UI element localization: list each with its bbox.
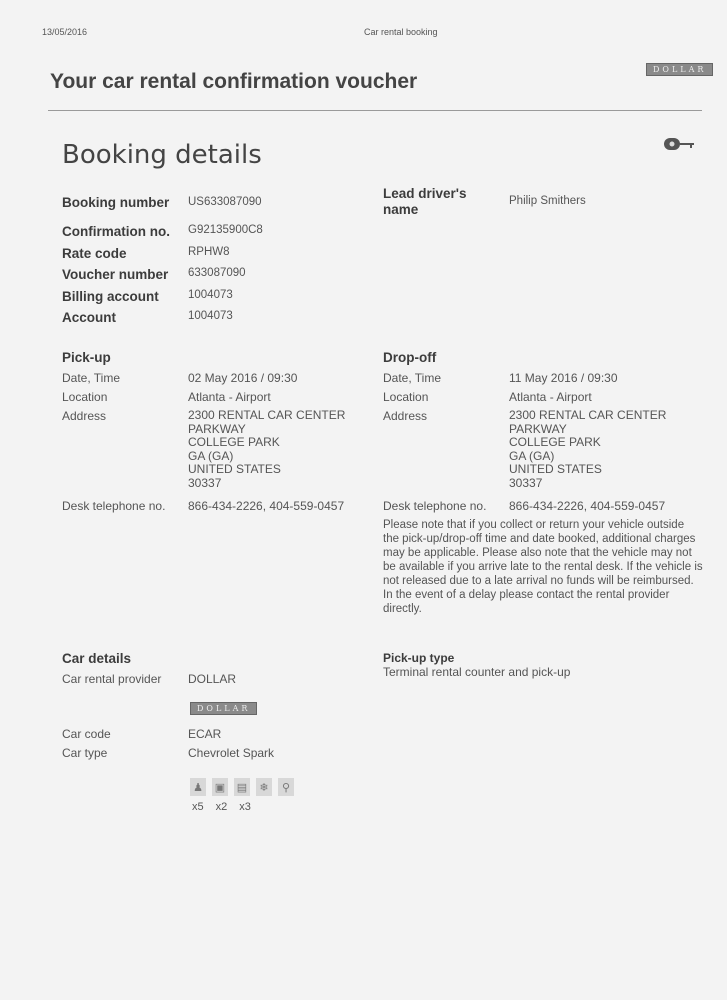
print-page-title: Car rental booking [364,27,438,37]
booking-number-label: Booking number [62,195,170,210]
luggage-count: x2 [215,801,228,813]
dropoff-address [509,409,666,490]
voucher-number-value: 633087090 [188,267,246,279]
address-line: UNITED STATES [509,462,602,476]
pickup-type-value: Terminal rental counter and pick-up [383,665,571,679]
car-provider-value: DOLLAR [188,672,237,686]
address-line: UNITED STATES [188,462,281,476]
air-conditioning-icon: ❄ [256,778,272,796]
address-line: 30337 [188,475,222,490]
pickup-address-label: Address [62,409,107,423]
address-line: PARKWAY [188,421,246,436]
pickup-address [188,409,345,490]
rate-code-label: Rate code [62,246,127,261]
dropoff-address-label: Address [383,409,428,423]
pickup-date-label: Date, Time [62,371,121,385]
pickup-type-heading: Pick-up type [383,651,455,665]
car-code-value: ECAR [188,727,222,741]
rate-code-value: RPHW8 [188,246,230,258]
dollar-logo: DOLLAR [646,63,713,76]
dropoff-date-value: 11 May 2016 / 09:30 [509,371,618,385]
car-provider-label: Car rental provider [62,672,162,686]
dropoff-date-label: Date, Time [383,371,442,385]
account-label: Account [62,310,116,325]
dropoff-location-value: Atlanta - Airport [509,390,592,404]
address-line: 2300 RENTAL CAR CENTER [188,408,346,422]
booking-number-value: US633087090 [188,196,262,208]
address-line: COLLEGE PARK [509,435,601,449]
address-line: GA (GA) [188,448,234,463]
voucher-number-label: Voucher number [62,267,169,282]
car-key-icon [663,136,697,157]
pickup-heading: Pick-up [62,350,111,365]
billing-account-label: Billing account [62,289,159,304]
dropoff-heading: Drop-off [383,350,437,365]
title-divider [48,110,702,111]
car-feature-counts [192,801,251,813]
location-pin-icon: ⚲ [278,778,294,796]
door-icon: ▤ [234,778,250,796]
luggage-icon: ▣ [212,778,228,796]
pickup-phone-value: 866-434-2226, 404-559-0457 [188,499,345,513]
dropoff-location-label: Location [383,390,429,404]
passenger-count: x5 [192,801,204,813]
lead-driver-value: Philip Smithers [509,195,586,207]
address-line: GA (GA) [509,448,555,463]
address-line: COLLEGE PARK [188,435,280,449]
car-type-label: Car type [62,746,108,760]
address-line: 30337 [509,475,543,490]
billing-account-value: 1004073 [188,289,233,301]
lead-driver-label: Lead driver's name [383,186,467,217]
late-arrival-note: Please note that if you collect or return your vehicle outside the pick-up/drop-off time and date booked, additional charges may be applicable. Please also note that the vehicle may not be available if you arrive late to the rental desk. If the vehicle is not released due to a late arrival no funds will be reimbursed. In the event of a delay please contact the rental provider directly. [383,519,703,615]
confirmation-number-label: Confirmation no. [62,224,170,239]
confirmation-number-value: G92135900C8 [188,224,263,236]
car-code-label: Car code [62,727,111,741]
pickup-location-value: Atlanta - Airport [188,390,271,404]
door-count: x3 [239,801,251,813]
account-value: 1004073 [188,310,233,322]
address-line: PARKWAY [509,421,567,436]
dropoff-phone-value: 866-434-2226, 404-559-0457 [509,499,666,513]
car-type-value: Chevrolet Spark [188,746,275,760]
pickup-location-label: Location [62,390,108,404]
print-date: 13/05/2016 [42,27,88,37]
person-icon: ♟ [190,778,206,796]
address-line: 2300 RENTAL CAR CENTER [509,408,667,422]
booking-details-heading: Booking details [62,140,262,170]
pickup-phone-label: Desk telephone no. [62,499,166,513]
car-details-heading: Car details [62,651,132,666]
car-features [190,778,294,796]
provider-logo: DOLLAR [190,702,257,715]
dropoff-phone-label: Desk telephone no. [383,499,487,513]
voucher-title: Your car rental confirmation voucher [50,70,418,93]
pickup-date-value: 02 May 2016 / 09:30 [188,371,298,385]
